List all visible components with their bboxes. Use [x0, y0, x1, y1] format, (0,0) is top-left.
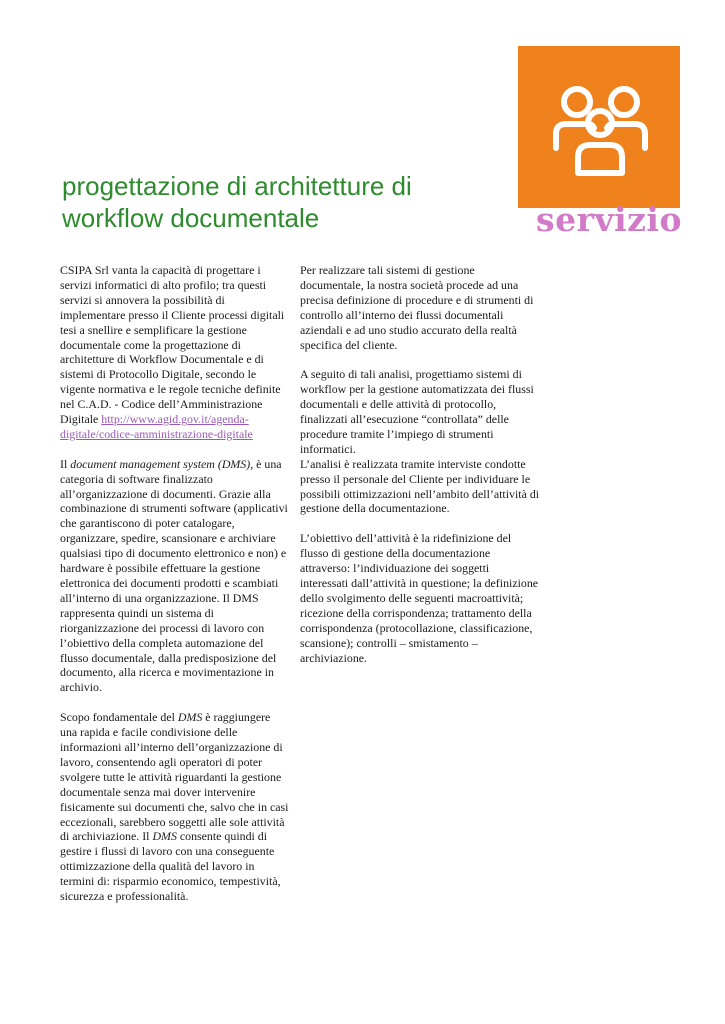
paragraph-dms-definition [60, 457, 290, 696]
page-title: progettazione di architetture di workflow documentale [62, 171, 412, 233]
service-label: servizio [536, 200, 682, 239]
dms-purpose-pre: Scopo fondamentale del [60, 710, 178, 725]
dms-purpose-body: consente quindi di gestire i flussi di lavoro con una conseguente ottimizzazione della qualità del lavoro in termini di: risparmio economico, tempestività, sicurezza e professionalità. [60, 829, 281, 904]
dms-purpose-term2: DMS [152, 829, 177, 844]
column-right [300, 263, 540, 665]
paragraph-intro [60, 263, 290, 442]
column-left [60, 263, 290, 904]
dms-purpose-term1: DMS [177, 710, 203, 725]
dms-purpose-mid: è raggiungere una rapida e facile condivisione delle informazioni all’interno dell’organizzazione di lavoro, consentendo agli operatori di poter svolgere tutte le attività riguardanti la gestione documentale senza mai dover intervenire fisicamente sui documenti che, salvo che in casi eccezionali, sarebbero soggetti alle sole attività di archiviazione. Il [60, 710, 289, 844]
people-icon [518, 46, 680, 208]
paragraph-approach: Per realizzare tali sistemi di gestione documentale, la nostra società procede ad una precisa definizione di procedure e di strumenti di controllo all’interno dei flussi documentali aziendali e ad uno studio accurato della realtà specifica del cliente. [300, 263, 534, 352]
dms-def-term: document management system (DMS) [70, 456, 251, 471]
paragraph-dms-purpose [60, 710, 290, 904]
paragraph-analysis: L’analisi è realizzata tramite interviste condotte presso il personale del Cliente per individuare le possibili ottimizzazioni nell’ambito dell’attività di gestione della documentazione. [300, 456, 540, 516]
intro-text: CSIPA Srl vanta la capacità di progettare i servizi informatici di alto profilo; tra questi servizi si annovera la possibilità di implementare presso il Cliente processi digitali tesi a snellire e semplificare la gestione documentale come la progettazione di architetture di Workflow Documentale e di sistemi di Protocollo Digitale, secondo le vigente normativa e le regole tecniche definite nel C.A.D. - Codice dell’Amministrazione Digitale [60, 263, 285, 427]
agid-link[interactable]: http://www.agid.gov.it/agenda-digitale/codice-amministrazione-digitale [60, 412, 253, 441]
dms-def-pre: Il [60, 456, 71, 471]
service-icon-box [518, 46, 680, 208]
paragraph-objective: L’obiettivo dell’attività è la ridefinizione del flusso di gestione della documentazione attraverso: l’individuazione dei soggetti interessati dall’attività in questione; la definizione dello svolgimento delle seguenti macroattività; ricezione della corrispondenza; trattamento della corrispondenza (protocollazione, classificazione, scansione); controlli – smistamento – archiviazione. [300, 531, 539, 665]
dms-def-body: , è una categoria di software finalizzato all’organizzazione di documenti. Grazie alla combinazione di strumenti software (applicativi che garantiscono di poter catalogare, organizzare, spedire, scansionare e archiviare qualsiasi tipo di documento elettronico e non) e hardware è possibile effettuare la gestione elettronica dei documenti prodotti e scambiati all’interno di una organizzazione. Il DMS rappresenta quindi un sistema di riorganizzazione dei processi di lavoro con l’obiettivo della completa automazione del flusso documentale, dalla predisposizione del documento, alla ricerca e movimentazione in archivio. [60, 456, 288, 695]
paragraph-workflow: A seguito di tali analisi, progettiamo sistemi di workflow per la gestione automatizzata dei flussi documentali e delle attività di protocollo, finalizzati all’esecuzione “controllata” delle procedure tramite l’impiego di strumenti informatici. [300, 367, 534, 456]
